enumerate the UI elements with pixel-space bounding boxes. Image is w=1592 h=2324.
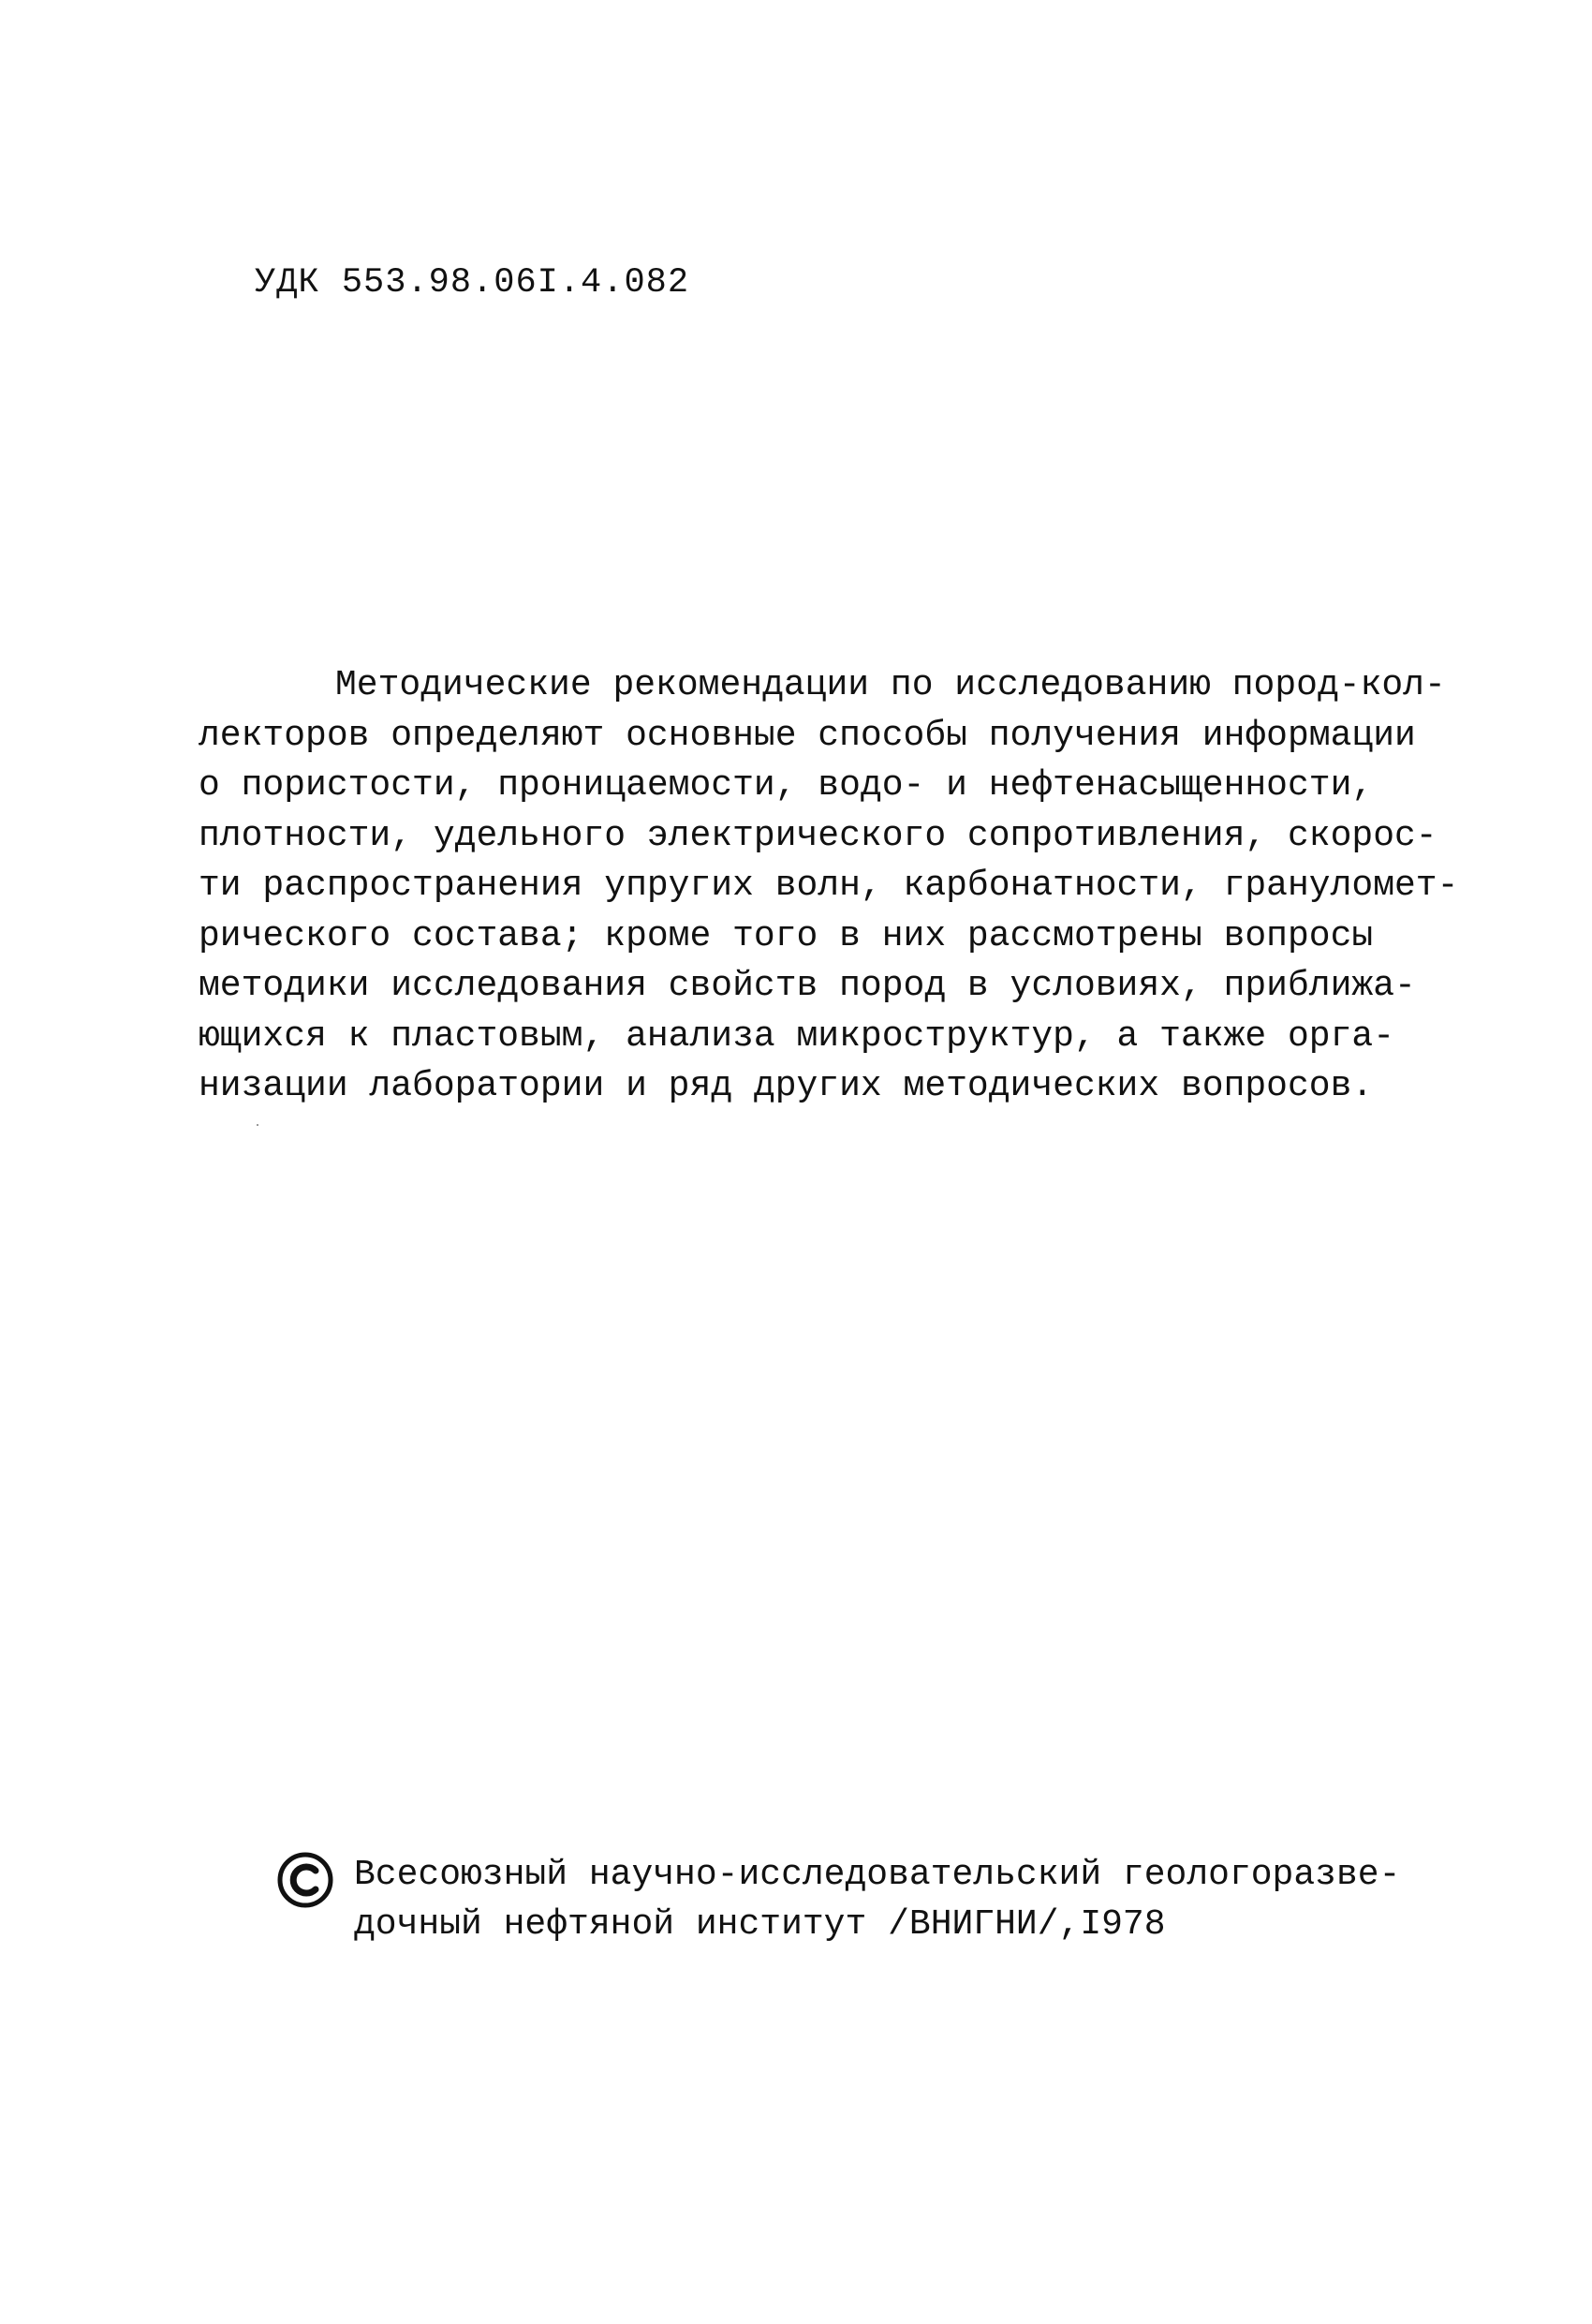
copyright-line: Всесоюзный научно-исследовательский геологоразве- — [354, 1855, 1401, 1895]
abstract-line: ти распространения упругих волн, карбонатности, грануломет- — [199, 866, 1459, 906]
scan-speck — [257, 1124, 258, 1126]
copyright-line: дочный нефтяной институт /ВНИГНИ/,I978 — [354, 1904, 1166, 1945]
abstract-line: о пористости, проницаемости, водо- и нефтенасыщенности, — [199, 765, 1374, 806]
abstract-paragraph — [199, 660, 1459, 1112]
abstract-line: ющихся к пластовым, анализа микроструктур, а также орга- — [199, 1015, 1395, 1057]
copyright-notice — [275, 1850, 1446, 1953]
copyright-icon — [275, 1850, 335, 1910]
udk-code: УДК 553.98.06I.4.082 — [255, 263, 690, 303]
abstract-line: лекторов определяют основные способы получения информации — [199, 715, 1416, 756]
abstract-line: рического состава; кроме того в них рассмотрены вопросы — [199, 915, 1374, 956]
abstract-line: Методические рекомендации по исследованию пород-кол- — [335, 665, 1446, 705]
abstract-line: низации лаборатории и ряд других методических вопросов. — [199, 1066, 1374, 1106]
abstract-line: методики исследования свойств пород в условиях, приближа- — [199, 966, 1416, 1006]
abstract-line: плотности, удельного электрического сопротивления, скорос- — [199, 815, 1437, 856]
